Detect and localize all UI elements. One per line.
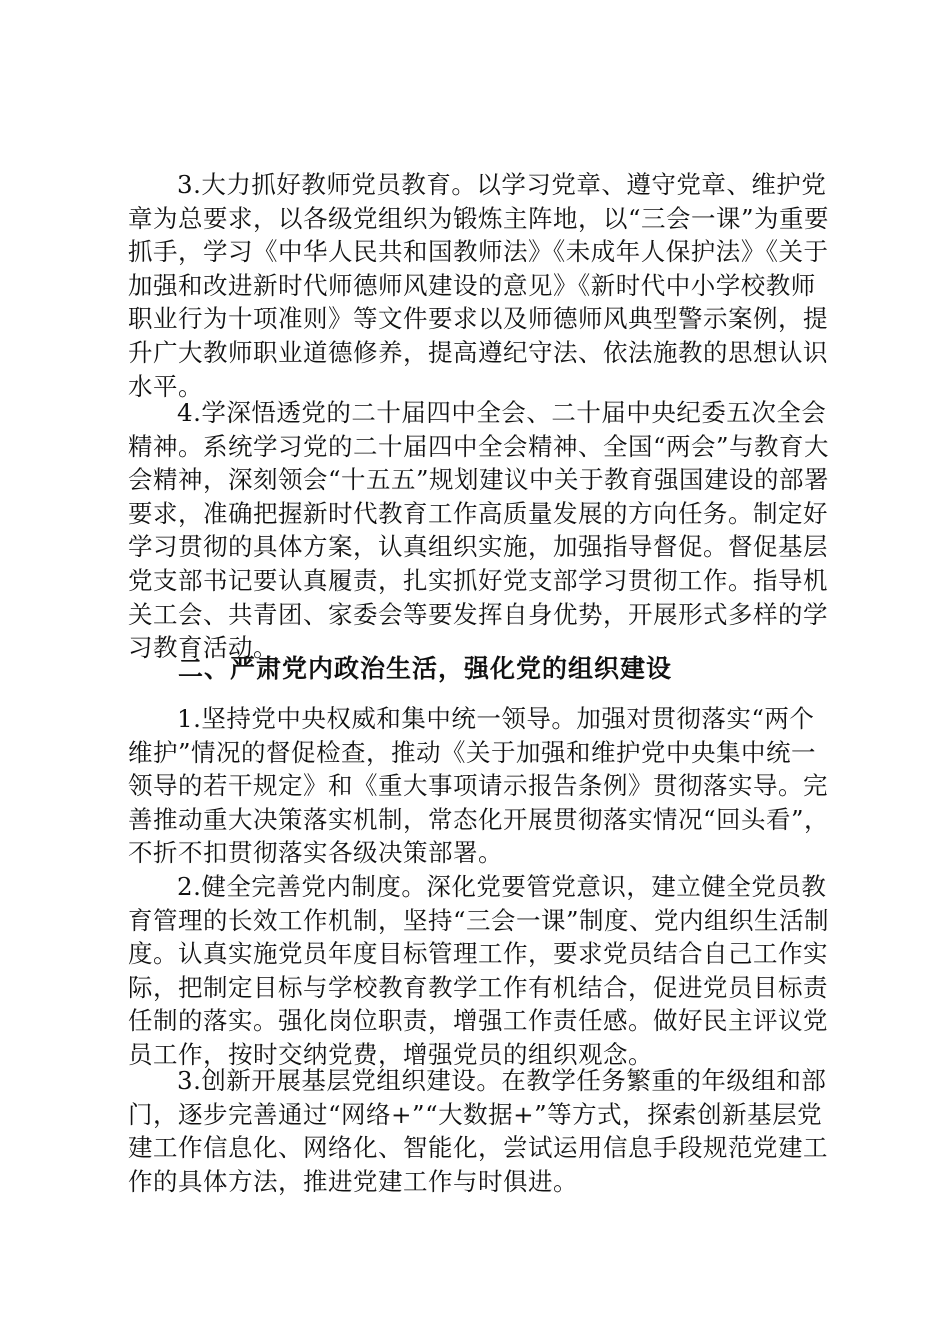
paragraph-central-leadership: 1.坚持党中央权威和集中统一领导。加强对贯彻落实“两个维护”情况的督促检查，推动《关于加强和维护党中央集中统一领导的若干规定》和《重大事项请示报告条例》贯彻落实导。完善推动重大决策落实机制，常态化开展贯彻落实情况“回头看”，不折不扣贯彻落实各级决策部署。 — [128, 704, 830, 868]
paragraph-grassroots-innovation: 3.创新开展基层党组织建设。在教学任务繁重的年级组和部门，逐步完善通过“网络+”“大数据+”等方式，探索创新基层党建工作信息化、网络化、智能化，尝试运用信息手段规范党建工作的具体方法，推进党建工作与时俱进。 — [128, 1066, 828, 1196]
paragraph-party-system: 2.健全完善党内制度。深化党要管党意识，建立健全党员教育管理的长效工作机制，坚持“三会一课”制度、党内组织生活制度。认真实施党员年度目标管理工作，要求党员结合自己工作实际，把制定目标与学校教育教学工作有机结合，促进党员目标责任制的落实。强化岗位职责，增强工作责任感。做好民主评议党员工作，按时交纳党费，增强党员的组织观念。 — [128, 872, 830, 1069]
paragraph-teacher-party-education: 3.大力抓好教师党员教育。以学习党章、遵守党章、维护党章为总要求，以各级党组织为锻炼主阵地，以“三会一课”为重要抓手，学习《中华人民共和国教师法》《未成年人保护法》《关于加强和改进新时代师德师风建设的意见》《新时代中小学校教师职业行为十项准则》等文件要求以及师德师风典型警示案例，提升广大教师职业道德修养，提高遵纪守法、依法施教的思想认识水平。 — [128, 170, 830, 401]
paragraph-plenary-session-study: 4.学深悟透党的二十届四中全会、二十届中央纪委五次全会精神。系统学习党的二十届四中全会精神、全国“两会”与教育大会精神，深刻领会“十五五”规划建议中关于教育强国建设的部署要求，准确把握新时代教育工作高质量发展的方向任务。制定好学习贯彻的具体方案，认真组织实施，加强指导督促。督促基层党支部书记要认真履责，扎实抓好党支部学习贯彻工作。指导机关工会、共青团、家委会等要发挥自身优势，开展形式多样的学习教育活动。 — [128, 398, 830, 663]
section-heading-organization-building: 二、严肃党内政治生活，强化党的组织建设 — [178, 654, 673, 683]
